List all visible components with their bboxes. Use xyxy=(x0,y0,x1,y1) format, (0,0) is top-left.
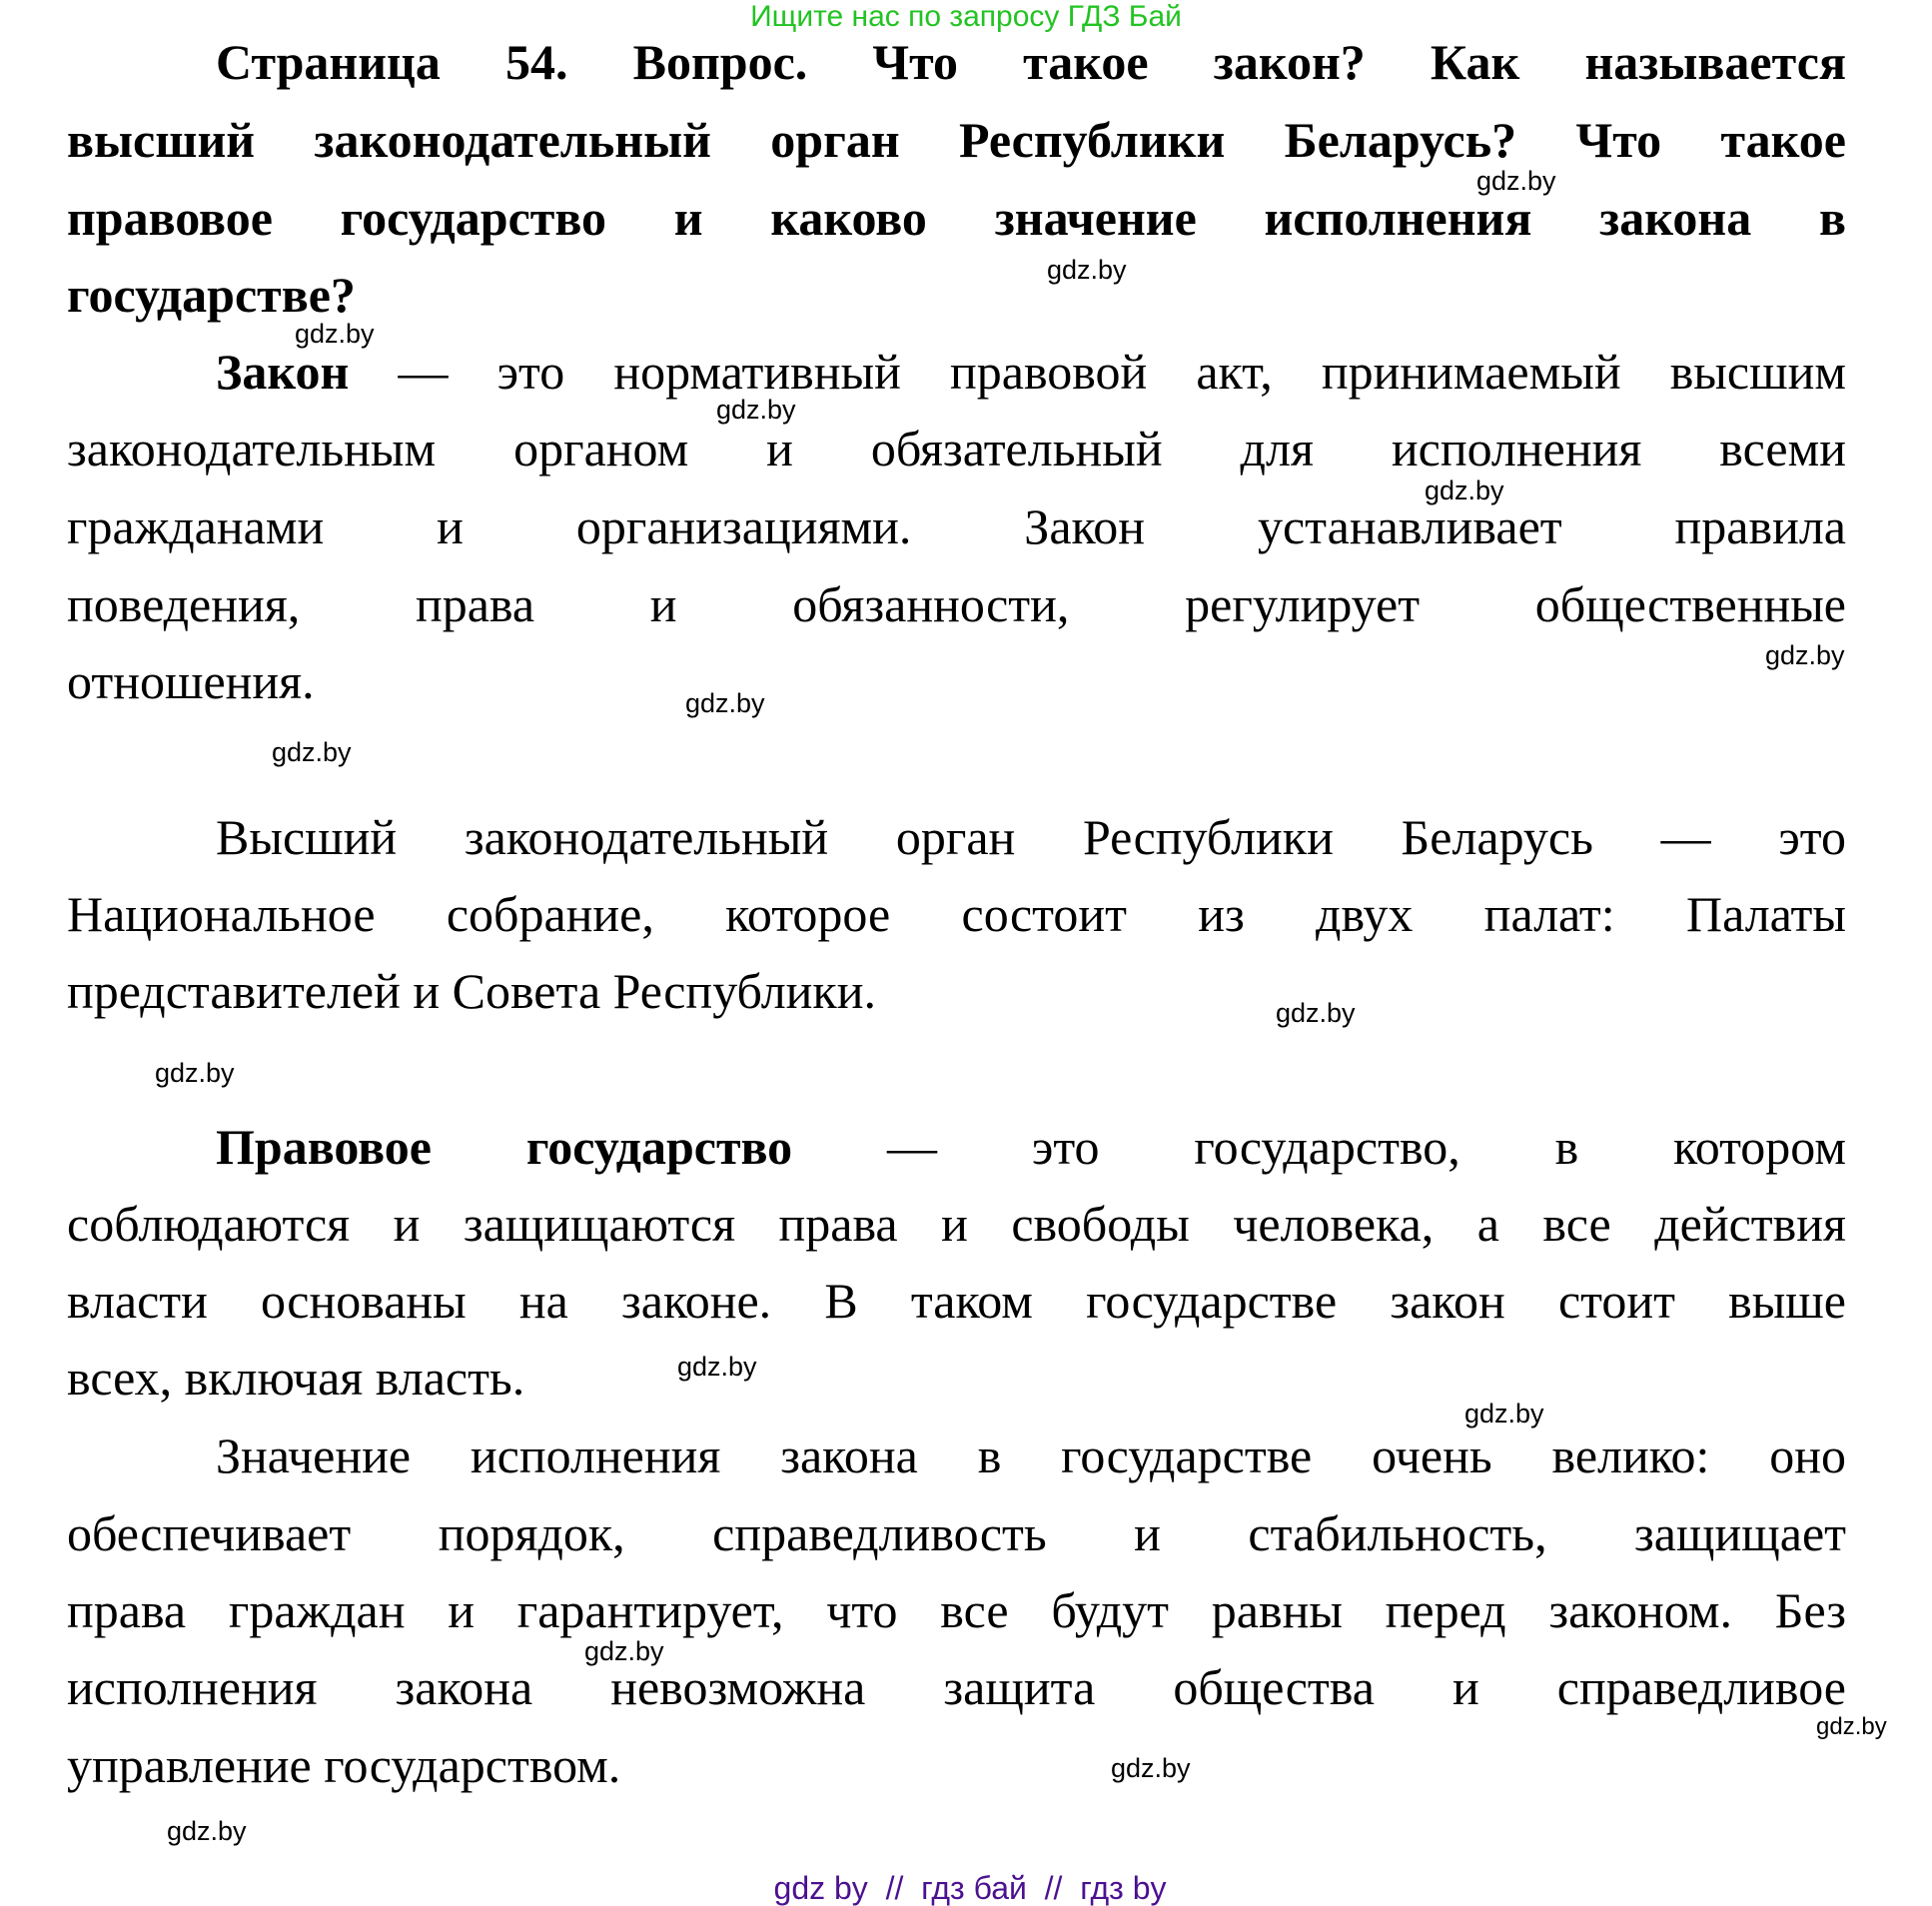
paragraph-4-line-4: исполнения закона невозможна защита общества и справедливое xyxy=(67,1659,1846,1715)
watermark: gdz.by xyxy=(1816,1713,1887,1740)
paragraph-1-line-3: гражданами и организациями. Закон устанавливает правила xyxy=(67,498,1846,554)
paragraph-3-line-1 xyxy=(216,1108,1846,1186)
paragraph-2-line-3: представителей и Совета Республики. xyxy=(67,963,876,1019)
watermark: gdz.by xyxy=(1276,998,1356,1028)
paragraph-1-line-5: отношения. xyxy=(67,653,315,709)
heading-line-1: Страница 54. Вопрос. Что такое закон? Как называется xyxy=(216,34,1846,90)
heading-line-3: правовое государство и каково значение исполнения закона в xyxy=(67,190,1846,246)
paragraph-1-line-2: законодательным органом и обязательный для исполнения всеми xyxy=(67,421,1846,476)
watermark: gdz.by xyxy=(1425,476,1504,505)
paragraph-4-line-5: управление государством. xyxy=(67,1737,621,1793)
paragraph-2-line-2: Национальное собрание, которое состоит из двух палат: Палаты xyxy=(67,886,1846,942)
paragraph-2-line-1: Высший законодательный орган Республики Беларусь — это xyxy=(216,809,1846,865)
search-banner: Ищите нас по запросу ГДЗ Бай xyxy=(750,0,1182,33)
watermark: gdz.by xyxy=(1476,166,1556,196)
paragraph-3-line-4: всех, включая власть. xyxy=(67,1350,525,1406)
watermark: gdz.by xyxy=(155,1058,235,1088)
watermark: gdz.by xyxy=(677,1352,757,1382)
paragraph-1-line-1 xyxy=(216,333,1846,411)
term-law: Закон xyxy=(216,344,350,400)
watermark: gdz.by xyxy=(1464,1399,1544,1429)
term-rule-of-law-state: Правовое государство xyxy=(216,1119,793,1175)
watermark: gdz.by xyxy=(584,1636,664,1666)
paragraph-3-line-3: власти основаны на законе. В таком государстве закон стоит выше xyxy=(67,1273,1846,1329)
watermark: gdz.by xyxy=(1111,1753,1191,1783)
heading-line-2: высший законодательный орган Республики Беларусь? Что такое xyxy=(67,112,1846,168)
paragraph-4-line-3: права граждан и гарантирует, что все будут равны перед законом. Без xyxy=(67,1582,1846,1638)
paragraph-4-line-1: Значение исполнения закона в государстве очень велико: оно xyxy=(216,1428,1846,1483)
watermark: gdz.by xyxy=(295,319,375,349)
footer-links[interactable]: gdz by // гдз бай // гдз by xyxy=(773,1870,1167,1906)
watermark: gdz.by xyxy=(716,395,796,425)
watermark: gdz.by xyxy=(1765,640,1845,670)
definition-text: — это нормативный правовой акт, принимаемый высшим xyxy=(349,344,1846,400)
paragraph-4-line-2: обеспечивает порядок, справедливость и стабильность, защищает xyxy=(67,1505,1846,1561)
heading-line-4: государстве? xyxy=(67,267,356,323)
paragraph-1-line-4: поведения, права и обязанности, регулирует общественные xyxy=(67,576,1846,632)
watermark: gdz.by xyxy=(685,688,765,718)
watermark: gdz.by xyxy=(167,1816,247,1846)
watermark: gdz.by xyxy=(272,737,352,767)
definition-text: — это государство, в котором xyxy=(792,1119,1846,1175)
paragraph-3-line-2: соблюдаются и защищаются права и свободы человека, а все действия xyxy=(67,1196,1846,1252)
watermark: gdz.by xyxy=(1047,255,1127,285)
